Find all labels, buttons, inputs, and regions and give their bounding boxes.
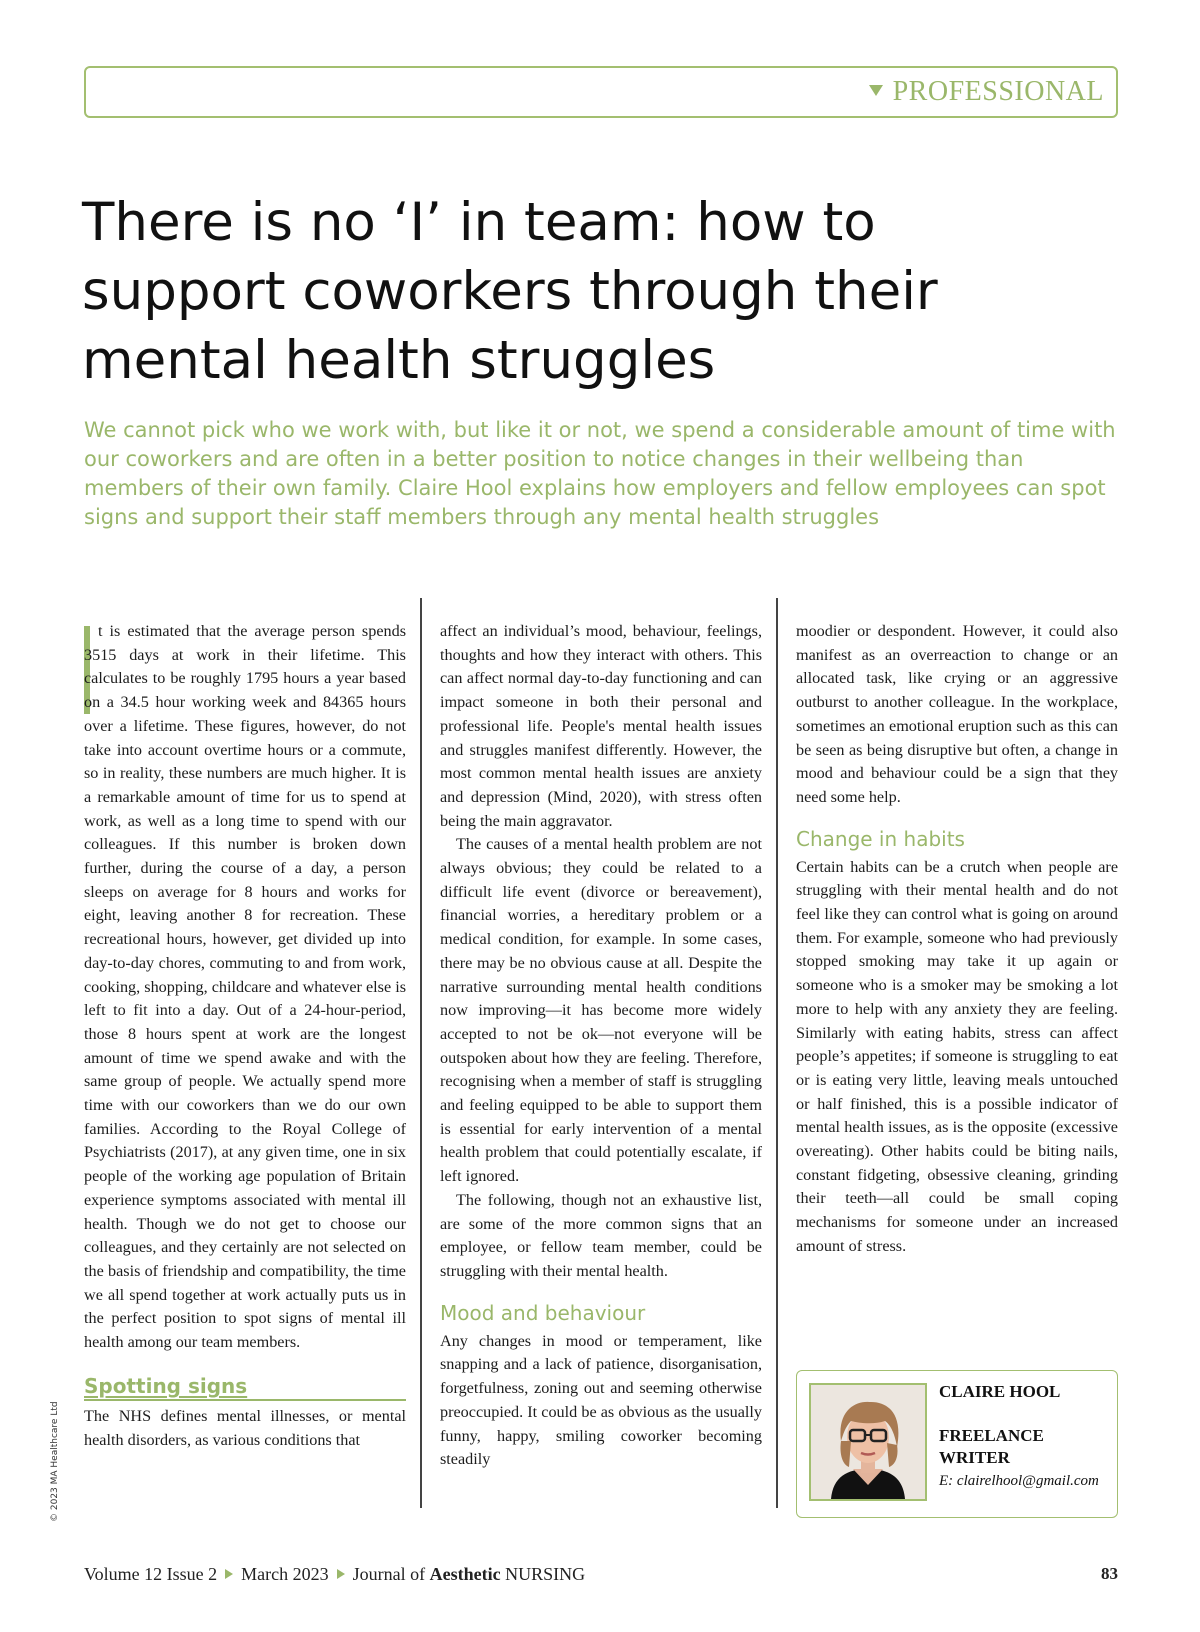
section-label-text: PROFESSIONAL (892, 76, 1104, 107)
footer-journal-bold: Aesthetic (429, 1564, 501, 1584)
author-portrait-icon (811, 1385, 925, 1499)
column-divider (420, 598, 422, 1508)
footer-date: March 2023 (241, 1564, 329, 1584)
body-paragraph: The NHS defines mental illnesses, or mental health disorders, as various conditions that (84, 1406, 406, 1449)
footer-journal-prefix: Journal of (352, 1564, 426, 1584)
subheading-spotting-signs: Spotting signs (84, 1373, 406, 1401)
author-role: FREELANCE WRITER (939, 1426, 1044, 1467)
subheading-mood-behaviour: Mood and behaviour (440, 1300, 646, 1325)
article-standfirst: We cannot pick who we work with, but like it or not, we spend a considerable amount of time with our coworkers and are often in a better position to notice changes in their wellbeing than members of their own family. Claire Hool explains how employers and fellow employees can spot signs and support their staff members through any mental health struggles (84, 418, 1116, 529)
column-3 (796, 620, 1118, 1259)
triangle-down-icon (869, 85, 883, 96)
body-paragraph: Certain habits can be a crutch when people are struggling with their mental health and do not feel like they can control what is going on around them. For example, someone who had previously stopped smoking may take it up again or someone who is a smoker may be smoking a lot more to help with any anxiety they are feeling. Similarly with eating habits, stress can affect people’s appetites; if someone is struggling to eat or is eating very little, leaving meals untouched or half finished, this is a possible indicator of mental health issues, as is the opposite (excessive overeating). Other habits could be biting nails, constant fidgeting, obsessive cleaning, grinding their teeth—all could be small coping mechanisms for someone under an increased amount of stress. (796, 857, 1118, 1255)
body-paragraph: affect an individual’s mood, behaviour, feelings, thoughts and how they interact with others. This can affect normal day-to-day functioning and can impact someone in both their personal and professional life. People's mental health issues and struggles manifest differently. However, the most common mental health issues are anxiety and depression (Mind, 2020), with stress often being the main aggravator. (440, 622, 762, 830)
author-photo (809, 1383, 927, 1501)
column-divider (776, 598, 778, 1508)
author-box (796, 1370, 1118, 1518)
copyright-notice: © 2023 MA Healthcare Ltd (50, 1401, 60, 1522)
author-name: CLAIRE HOOL (939, 1382, 1061, 1401)
subheading-change-habits: Change in habits (796, 826, 965, 851)
triangle-right-icon (337, 1569, 345, 1579)
column-2 (440, 620, 762, 1472)
body-paragraph: moodier or despondent. However, it could also manifest as an overreaction to change or an allocated task, like crying or an aggressive outburst to another colleague. In the workplace, sometimes an emotional eruption such as this can be seen as being disruptive but often, a change in mood and behaviour could be a sign that they need some help. (796, 622, 1118, 806)
body-paragraph: The following, though not an exhaustive list, are some of the more common signs that an employee, or fellow team member, could be struggling with their mental health. (440, 1190, 762, 1280)
triangle-right-icon (225, 1569, 233, 1579)
body-paragraph: t is estimated that the average person spends 3515 days at work in their lifetime. This calculates to be roughly 1795 hours a year based on a 34.5 hour working week and 84365 hours over a lifetime. These figures, however, do not take into account overtime hours or a commute, so in reality, these numbers are much higher. It is a remarkable amount of time for us to spend at work, as well as a long time to spend with our colleagues. If this number is broken down further, during the course of a day, a person sleeps on average for 8 hours and works for eight, leaving another 8 for recreation. These recreational hours, however, get divided up into day-to-day chores, commuting to and from work, cooking, shopping, childcare and whatever else is left to fit into a day. Out of a 24-hour-period, those 8 hours spent at work are the longest amount of time we spend awake and with the same group of people. We actually spend more time with our coworkers than we do our own families. According to the Royal College of Psychiatrists (2017), at any given time, one in six people of the working age population of Britain experience symptoms associated with mental ill health. Though we do not get to choose our colleagues, and they certainly are not selected on the basis of friendship and compatibility, the time we all spend together at work actually puts us in the perfect position to spot signs of mental ill health among our team members. (84, 622, 406, 1352)
page-footer (84, 1564, 585, 1585)
footer-journal-suffix: NURSING (505, 1564, 586, 1584)
section-label (869, 76, 1104, 108)
page-number: 83 (1101, 1564, 1118, 1583)
article-title: There is no ‘I’ in team: how to support coworkers through their mental health struggles (82, 192, 938, 391)
footer-volume: Volume 12 Issue 2 (84, 1564, 218, 1584)
section-banner (84, 66, 1118, 118)
author-email: E: clairelhool@gmail.com (939, 1473, 1099, 1489)
column-1 (84, 620, 406, 1452)
body-paragraph: Any changes in mood or temperament, like snapping and a lack of patience, disorganisation, forgetfulness, zoning out and seeming otherwise preoccupied. It could be as obvious as the usually funny, happy, smiling coworker becoming steadily (440, 1331, 762, 1469)
body-paragraph: The causes of a mental health problem are not always obvious; they could be related to a difficult life event (divorce or bereavement), financial worries, a hereditary problem or a medical condition, for example. In some cases, there may be no obvious cause at all. Despite the narrative surrounding mental health conditions now improving—it has become more widely accepted to not be ok—not everyone will be outspoken about how they are feeling. Therefore, recognising when a member of staff is struggling and feeling equipped to be able to support them is essential for early intervention of a mental health problem that could potentially escalate, if left ignored. (440, 835, 762, 1186)
